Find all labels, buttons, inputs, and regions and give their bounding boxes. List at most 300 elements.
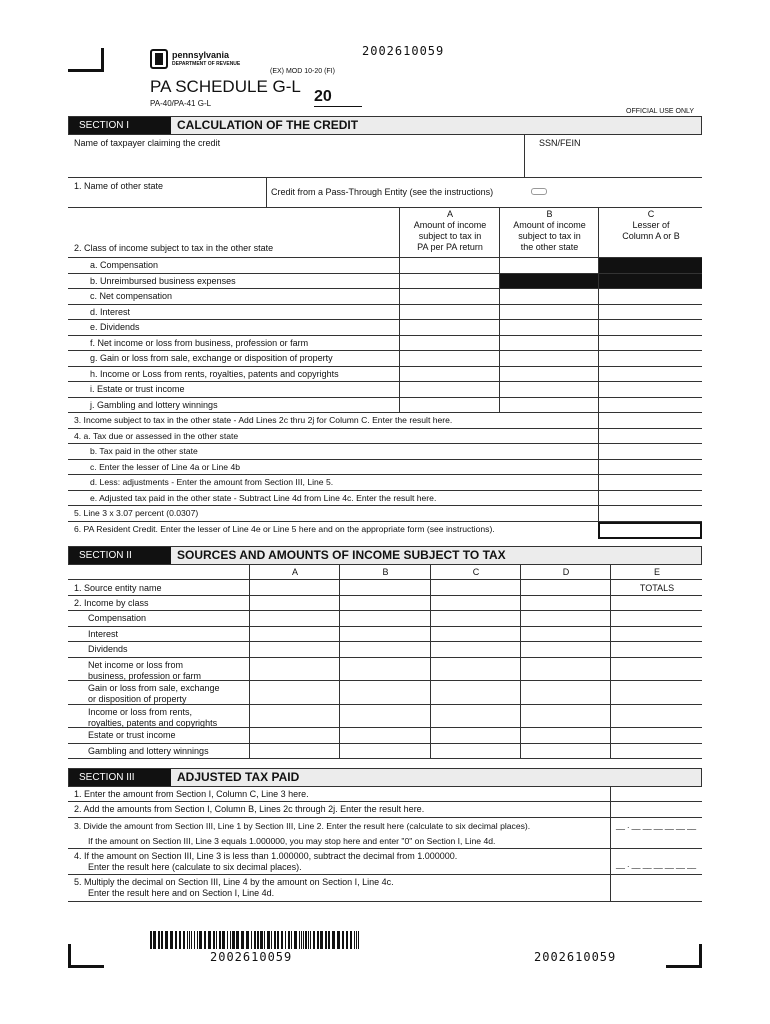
passthrough-checkbox[interactable] bbox=[531, 188, 547, 195]
barcode-bar bbox=[291, 931, 292, 949]
barcode-bar bbox=[350, 931, 352, 949]
line-2-row bbox=[68, 367, 702, 383]
form-id-bottom-right: 2002610059 bbox=[534, 950, 617, 964]
barcode-bar bbox=[274, 931, 276, 949]
line-amount-field[interactable] bbox=[598, 444, 702, 459]
col-a-line2: subject to tax in bbox=[418, 231, 482, 241]
barcode-bar bbox=[213, 931, 215, 949]
line-2-col-a-field[interactable] bbox=[399, 351, 499, 366]
barcode-bar bbox=[204, 931, 206, 949]
barcode-bar bbox=[358, 931, 359, 949]
sec3-line-4-row bbox=[68, 849, 702, 875]
barcode-bar bbox=[303, 931, 304, 949]
sec2-income-label bbox=[88, 683, 220, 705]
line-label: 5. Line 3 x 3.07 percent (0.0307) bbox=[74, 508, 199, 518]
sec3-line-5-note: Enter the result here and on Section I, Line 4d. bbox=[88, 888, 275, 898]
line-2-col-c-field[interactable] bbox=[598, 289, 702, 304]
sec2-income-field[interactable] bbox=[249, 728, 339, 743]
line-2-row bbox=[68, 382, 702, 398]
sec2-source-field[interactable] bbox=[430, 580, 520, 595]
barcode-bar bbox=[354, 931, 355, 949]
line-2-col-b-field[interactable] bbox=[499, 382, 598, 397]
sec2-income-field[interactable] bbox=[610, 705, 702, 728]
official-use-label: OFFICIAL USE ONLY bbox=[626, 108, 695, 115]
section-3-title: ADJUSTED TAX PAID bbox=[177, 770, 300, 784]
line-2-label: c. Net compensation bbox=[90, 291, 173, 301]
line-2-col-c-field[interactable] bbox=[598, 320, 702, 335]
sec2-income-field[interactable] bbox=[339, 681, 430, 704]
line-2-label: j. Gambling and lottery winnings bbox=[90, 399, 218, 410]
sec2-income-field[interactable] bbox=[249, 681, 339, 704]
col-b-line3: the other state bbox=[520, 242, 579, 252]
sec2-col-letter: E bbox=[653, 567, 660, 577]
barcode-bar bbox=[251, 931, 252, 949]
line-2-col-b-field[interactable] bbox=[499, 289, 598, 304]
col-a-line3: PA per PA return bbox=[417, 242, 483, 252]
line-amount-field[interactable] bbox=[598, 413, 702, 428]
sec3-line-3-decimal: __ . __ __ __ __ __ __ bbox=[616, 821, 697, 830]
line-2-col-a-field[interactable] bbox=[399, 336, 499, 351]
barcode-bar bbox=[271, 931, 272, 949]
sec3-line-5-field[interactable] bbox=[610, 875, 702, 901]
sec2-income-field[interactable] bbox=[339, 705, 430, 728]
sec2-income-field[interactable] bbox=[520, 681, 610, 704]
barcode-bar bbox=[227, 931, 228, 949]
line-label: b. Tax paid in the other state bbox=[90, 446, 198, 456]
sec2-income-field[interactable] bbox=[249, 705, 339, 728]
sec2-col-letter: D bbox=[562, 567, 570, 577]
line-2-col-c-field bbox=[598, 274, 702, 289]
sec3-line-1-label: 1. Enter the amount from Section I, Column C, Line 3 here. bbox=[74, 789, 309, 799]
sec2-income-field[interactable] bbox=[610, 681, 702, 704]
line-label: d. Less: adjustments - Enter the amount from Section III, Line 5. bbox=[90, 477, 334, 487]
barcode-bar bbox=[208, 931, 211, 949]
line-2-col-c-field[interactable] bbox=[598, 398, 702, 413]
col-b-header bbox=[499, 208, 598, 257]
ssn-label: SSN/FEIN bbox=[539, 138, 581, 148]
agency-dept: DEPARTMENT OF REVENUE bbox=[172, 61, 241, 67]
line-2-col-a-field[interactable] bbox=[399, 382, 499, 397]
line-2-label: b. Unreimbursed business expenses bbox=[90, 275, 236, 286]
sec2-source-row bbox=[68, 580, 702, 596]
sec3-line-2-row bbox=[68, 802, 702, 818]
sec2-income-label-line: Estate or trust income bbox=[88, 730, 176, 740]
line-3-row bbox=[68, 413, 702, 429]
barcode-bar bbox=[236, 931, 239, 949]
sec3-line-4-field[interactable] bbox=[610, 849, 702, 874]
barcode-bar bbox=[325, 931, 327, 949]
barcode-bar bbox=[346, 931, 348, 949]
sec3-line-3-field[interactable] bbox=[610, 818, 702, 848]
col-c-line2: Column A or B bbox=[622, 231, 680, 241]
line-2-label: a. Compensation bbox=[90, 260, 159, 270]
sec2-income-field[interactable] bbox=[249, 642, 339, 657]
line-8-row bbox=[68, 491, 702, 507]
line-2-row bbox=[68, 305, 702, 321]
barcode-bar bbox=[288, 931, 290, 949]
sec2-income-row bbox=[68, 642, 702, 658]
form-id-top: 2002610059 bbox=[362, 44, 445, 58]
sec2-income-field[interactable] bbox=[520, 744, 610, 759]
sec2-income-field[interactable] bbox=[520, 705, 610, 728]
sec2-col-letter: A bbox=[291, 567, 298, 577]
col-b-line1: Amount of income bbox=[513, 220, 586, 230]
sec2-income-label bbox=[88, 746, 209, 757]
barcode-bar bbox=[257, 931, 259, 949]
line-2-col-c-field bbox=[598, 258, 702, 273]
line-2-col-b-field[interactable] bbox=[499, 367, 598, 382]
line-label: 3. Income subject to tax in the other state - Add Lines 2c thru 2j for Column C. Enter the result here. bbox=[74, 415, 453, 425]
sec2-income-field[interactable] bbox=[339, 642, 430, 657]
sec2-by-class-cell bbox=[520, 596, 610, 610]
sec2-income-label-line: Interest bbox=[88, 628, 119, 639]
line-label: e. Adjusted tax paid in the other state - Subtract Line 4d from Line 4c. Enter the result here. bbox=[90, 492, 437, 503]
col-c-line1: Lesser of bbox=[632, 220, 670, 230]
sec2-income-row bbox=[68, 611, 702, 627]
class-of-income-label: 2. Class of income subject to tax in the other state bbox=[74, 243, 274, 253]
sec2-income-field[interactable] bbox=[610, 627, 702, 642]
passthrough-cell bbox=[266, 178, 702, 207]
line-2-col-c-field[interactable] bbox=[598, 336, 702, 351]
sec2-income-label-line: Compensation bbox=[88, 613, 147, 623]
line-2-row bbox=[68, 398, 702, 414]
col-c-header bbox=[598, 208, 702, 257]
barcode-bar bbox=[332, 931, 335, 949]
other-state-row bbox=[68, 178, 702, 208]
barcode-bar bbox=[305, 931, 307, 949]
line-2-row bbox=[68, 351, 702, 367]
sec2-income-row bbox=[68, 627, 702, 643]
sec2-totals-label: TOTALS bbox=[639, 583, 675, 593]
line-2-row bbox=[68, 289, 702, 305]
barcode-bar bbox=[170, 931, 173, 949]
sec2-col-letter: C bbox=[472, 567, 480, 577]
sec2-by-class-row bbox=[68, 596, 702, 611]
sec2-income-field[interactable] bbox=[339, 611, 430, 626]
agency-name: pennsylvania bbox=[172, 50, 230, 60]
sec2-source-label: 1. Source entity name bbox=[74, 583, 162, 593]
barcode-bar bbox=[342, 931, 344, 949]
line-2-col-c-field[interactable] bbox=[598, 351, 702, 366]
passthrough-label: Credit from a Pass-Through Entity (see the instructions) bbox=[271, 187, 494, 197]
line-2-col-a-field[interactable] bbox=[399, 367, 499, 382]
line-2-col-a-field[interactable] bbox=[399, 289, 499, 304]
sec2-income-field[interactable] bbox=[520, 627, 610, 642]
line-amount-field[interactable] bbox=[598, 475, 702, 490]
barcode-bar bbox=[281, 931, 283, 949]
barcode-bar bbox=[310, 931, 311, 949]
barcode-bar bbox=[277, 931, 279, 949]
barcode-bar bbox=[299, 931, 300, 949]
sec2-income-label-line: business, profession or farm bbox=[88, 670, 202, 681]
col-a-line1: Amount of income bbox=[413, 220, 487, 230]
sec2-income-field[interactable] bbox=[430, 705, 520, 728]
sec2-income-field[interactable] bbox=[610, 744, 702, 759]
sec3-line-4-decimal: __ . __ __ __ __ __ __ bbox=[616, 860, 697, 869]
line-4-row bbox=[68, 429, 702, 445]
line-2-label: i. Estate or trust income bbox=[90, 384, 185, 394]
sec2-income-field[interactable] bbox=[339, 658, 430, 681]
ssn-field[interactable] bbox=[524, 135, 702, 177]
sec2-income-field[interactable] bbox=[430, 627, 520, 642]
sec2-col-c-header bbox=[430, 565, 520, 579]
sec2-income-field[interactable] bbox=[249, 744, 339, 759]
sec3-line-3-label: 3. Divide the amount from Section III, Line 1 by Section III, Line 2. Enter the result here (calculate to six decimal places). bbox=[74, 821, 531, 831]
sec2-income-label-line: Dividends bbox=[88, 644, 128, 654]
section-3-header bbox=[68, 768, 702, 787]
line-5-row bbox=[68, 444, 702, 460]
sec2-income-field[interactable] bbox=[339, 728, 430, 743]
sec2-income-field[interactable] bbox=[430, 744, 520, 759]
sec3-line-3-note: If the amount on Section III, Line 3 equals 1.000000, you may stop here and enter "0" on Section I, Line 4d. bbox=[88, 836, 496, 846]
line-2-row bbox=[68, 258, 702, 274]
barcode-bar bbox=[356, 931, 357, 949]
sec2-income-row bbox=[68, 658, 702, 682]
sec2-income-field[interactable] bbox=[339, 744, 430, 759]
barcode-bar bbox=[165, 931, 168, 949]
sec2-income-label bbox=[88, 629, 118, 640]
form-id-bottom-left: 2002610059 bbox=[210, 950, 293, 964]
barcode-bar bbox=[187, 931, 188, 949]
sec2-income-row bbox=[68, 744, 702, 760]
barcode-bar bbox=[191, 931, 192, 949]
taxpayer-row bbox=[68, 135, 702, 178]
barcode-bar bbox=[246, 931, 249, 949]
section-3-table bbox=[68, 787, 702, 902]
barcode-bar bbox=[254, 931, 256, 949]
sec2-income-field[interactable] bbox=[249, 658, 339, 681]
barcode-bar bbox=[308, 931, 309, 949]
line-label: 4. a. Tax due or assessed in the other state bbox=[74, 430, 239, 441]
line-2-label: e. Dividends bbox=[90, 322, 140, 332]
line-2-col-a-field[interactable] bbox=[399, 320, 499, 335]
sec2-col-b-header bbox=[339, 565, 430, 579]
pa-logo bbox=[150, 49, 168, 69]
sec2-col-e-header bbox=[610, 565, 702, 579]
sec2-income-field[interactable] bbox=[520, 611, 610, 626]
sec2-income-label-line: or disposition of property bbox=[88, 694, 187, 704]
barcode-bar bbox=[216, 931, 217, 949]
barcode-bar bbox=[317, 931, 319, 949]
sec3-line-2-label: 2. Add the amounts from Section I, Column B, Lines 2c through 2j. Enter the result here. bbox=[74, 804, 425, 814]
sec3-line-4-label: 4. If the amount on Section III, Line 3 is less than 1.000000, subtract the decimal from 1.000000. bbox=[74, 851, 458, 861]
sec2-col-d-header bbox=[520, 565, 610, 579]
sec2-income-field[interactable] bbox=[520, 728, 610, 743]
col-a-letter: A bbox=[446, 209, 453, 219]
sec3-line-5-row bbox=[68, 875, 702, 902]
line-amount-field[interactable] bbox=[598, 506, 702, 521]
barcode-bar bbox=[158, 931, 160, 949]
barcode-bar bbox=[150, 931, 152, 949]
line-2-row bbox=[68, 336, 702, 352]
line-2-col-b-field[interactable] bbox=[499, 305, 598, 320]
line-2-col-b-field[interactable] bbox=[499, 398, 598, 413]
line-2-col-b-field[interactable] bbox=[499, 351, 598, 366]
sec2-income-field[interactable] bbox=[249, 611, 339, 626]
line-2-col-c-field[interactable] bbox=[598, 382, 702, 397]
col-b-line2: subject to tax in bbox=[518, 231, 581, 241]
line-2-col-b-field bbox=[499, 274, 598, 289]
sec3-line-3-row bbox=[68, 818, 702, 849]
line-2-col-a-field[interactable] bbox=[399, 258, 499, 273]
line-6-row bbox=[68, 460, 702, 476]
barcode-bar bbox=[161, 931, 163, 949]
sec2-income-label bbox=[88, 613, 146, 624]
line-2-col-a-field[interactable] bbox=[399, 274, 499, 289]
barcode-bar bbox=[199, 931, 202, 949]
line-2-label: g. Gain or loss from sale, exchange or disposition of property bbox=[90, 353, 333, 363]
barcode-bar bbox=[328, 931, 330, 949]
barcode-bar bbox=[197, 931, 198, 949]
form-mod: (EX) MOD 10-20 (FI) bbox=[270, 68, 335, 75]
section-2-header bbox=[68, 546, 702, 565]
barcode bbox=[150, 931, 362, 949]
sec2-source-field[interactable] bbox=[339, 580, 430, 595]
sec2-income-field[interactable] bbox=[430, 611, 520, 626]
barcode-bar bbox=[230, 931, 231, 949]
line-amount-field[interactable] bbox=[598, 460, 702, 475]
barcode-bar bbox=[194, 931, 195, 949]
barcode-bar bbox=[219, 931, 221, 949]
sec2-income-label-line: Gain or loss from sale, exchange bbox=[88, 683, 220, 693]
line-2-col-c-field[interactable] bbox=[598, 305, 702, 320]
sec2-by-class-cell bbox=[610, 596, 702, 610]
col-c-letter: C bbox=[647, 209, 655, 219]
sec2-income-label bbox=[88, 660, 201, 682]
corner-mark-bottom-left bbox=[68, 944, 104, 968]
barcode-bar bbox=[189, 931, 190, 949]
sec2-by-class-label: 2. Income by class bbox=[74, 598, 149, 608]
corner-mark-bottom-right bbox=[666, 944, 702, 968]
line-2-col-c-field[interactable] bbox=[598, 367, 702, 382]
barcode-bar bbox=[264, 931, 265, 949]
sec2-income-field[interactable] bbox=[610, 728, 702, 743]
sec2-income-row bbox=[68, 705, 702, 729]
barcode-bar bbox=[175, 931, 177, 949]
taxpayer-name-label: Name of taxpayer claiming the credit bbox=[74, 138, 221, 148]
line-amount-field[interactable] bbox=[598, 522, 702, 539]
corner-mark-top-left bbox=[68, 48, 104, 72]
barcode-bar bbox=[183, 931, 185, 949]
sec3-line-5-label: 5. Multiply the decimal on Section III, Line 4 by the amount on Section I, Line 4c. bbox=[74, 877, 394, 887]
sec2-income-label-line: Net income or loss from bbox=[88, 659, 184, 670]
line-7-row bbox=[68, 475, 702, 491]
sec2-income-field[interactable] bbox=[520, 658, 610, 681]
line-2-label: d. Interest bbox=[90, 306, 131, 317]
sec2-by-class-cell bbox=[249, 596, 339, 610]
tax-year-prefix: 20 bbox=[314, 88, 332, 105]
line-2-row bbox=[68, 274, 702, 290]
line-2-row bbox=[68, 320, 702, 336]
sec2-income-field[interactable] bbox=[430, 658, 520, 681]
form-subtitle: PA-40/PA-41 G-L bbox=[150, 99, 212, 108]
line-2-label: f. Net income or loss from business, profession or farm bbox=[90, 337, 309, 348]
line-10-row bbox=[68, 522, 702, 538]
sec2-by-class-cell bbox=[339, 596, 430, 610]
line-2-col-b-field[interactable] bbox=[499, 320, 598, 335]
barcode-bar bbox=[232, 931, 235, 949]
sec2-income-field[interactable] bbox=[430, 642, 520, 657]
sec2-col-header-row bbox=[68, 565, 702, 580]
sec2-income-label bbox=[88, 730, 176, 741]
line-2-label: h. Income or Loss from rents, royalties, patents and copyrights bbox=[90, 368, 339, 379]
class-header-row bbox=[68, 208, 702, 258]
form-title: PA SCHEDULE G-L bbox=[150, 77, 301, 96]
barcode-bar bbox=[320, 931, 323, 949]
sec2-income-field[interactable] bbox=[249, 627, 339, 642]
sec2-income-field[interactable] bbox=[430, 681, 520, 704]
sec2-income-label-line: royalties, patents and copyrights bbox=[88, 717, 218, 728]
barcode-bar bbox=[313, 931, 315, 949]
barcode-bar bbox=[222, 931, 225, 949]
section-2-label: SECTION II bbox=[69, 547, 171, 564]
line-amount-field[interactable] bbox=[598, 491, 702, 506]
sec3-line-2-field[interactable] bbox=[610, 802, 702, 817]
barcode-bar bbox=[260, 931, 263, 949]
section-3-label: SECTION III bbox=[69, 769, 171, 786]
line-amount-field[interactable] bbox=[598, 429, 702, 444]
barcode-bar bbox=[153, 931, 156, 949]
line-2-col-b-field[interactable] bbox=[499, 258, 598, 273]
line-2-col-b-field[interactable] bbox=[499, 336, 598, 351]
sec2-by-class-cell bbox=[430, 596, 520, 610]
line-2-col-a-field[interactable] bbox=[399, 398, 499, 413]
taxpayer-name-field[interactable] bbox=[68, 135, 524, 177]
barcode-bar bbox=[285, 931, 286, 949]
sec2-income-field[interactable] bbox=[610, 611, 702, 626]
barcode-bar bbox=[337, 931, 340, 949]
sec3-line-4-note: Enter the result here (calculate to six decimal places). bbox=[88, 862, 302, 872]
barcode-bar bbox=[241, 931, 244, 949]
sec2-income-label bbox=[88, 644, 128, 655]
barcode-bar bbox=[294, 931, 297, 949]
sec2-income-row bbox=[68, 681, 702, 705]
barcode-bar bbox=[301, 931, 302, 949]
section-1-title: CALCULATION OF THE CREDIT bbox=[177, 118, 359, 132]
other-state-label: 1. Name of other state bbox=[74, 181, 164, 191]
sec2-income-label-line: Gambling and lottery winnings bbox=[88, 745, 209, 756]
sec2-income-row bbox=[68, 728, 702, 744]
barcode-bar bbox=[267, 931, 270, 949]
line-label: 6. PA Resident Credit. Enter the lesser of Line 4e or Line 5 here and on the appropriate form (see instructions). bbox=[74, 523, 495, 534]
section-1-header bbox=[68, 116, 702, 135]
sec3-line-1-field[interactable] bbox=[610, 787, 702, 801]
tax-year-field[interactable] bbox=[314, 88, 362, 107]
line-2-col-a-field[interactable] bbox=[399, 305, 499, 320]
sec2-col-a-header bbox=[249, 565, 339, 579]
sec2-income-field[interactable] bbox=[339, 627, 430, 642]
sec2-income-field[interactable] bbox=[520, 642, 610, 657]
line-label: c. Enter the lesser of Line 4a or Line 4b bbox=[90, 461, 241, 472]
sec2-income-field[interactable] bbox=[430, 728, 520, 743]
sec2-source-field[interactable] bbox=[520, 580, 610, 595]
sec2-income-field[interactable] bbox=[610, 658, 702, 681]
line-9-row bbox=[68, 506, 702, 522]
sec2-source-field[interactable] bbox=[249, 580, 339, 595]
barcode-bar bbox=[179, 931, 181, 949]
sec2-source-field bbox=[610, 580, 702, 595]
col-a-header bbox=[399, 208, 499, 257]
sec2-income-label-line: Income or loss from rents, bbox=[88, 706, 193, 717]
other-state-field[interactable] bbox=[68, 178, 266, 207]
col-b-letter: B bbox=[546, 209, 553, 219]
sec2-col-letter: B bbox=[382, 567, 389, 577]
sec3-line-1-row bbox=[68, 787, 702, 802]
section-1-label: SECTION I bbox=[69, 117, 171, 134]
sec2-income-label bbox=[88, 707, 217, 729]
section-2-title: SOURCES AND AMOUNTS OF INCOME SUBJECT TO TAX bbox=[177, 548, 506, 562]
sec2-income-field[interactable] bbox=[610, 642, 702, 657]
